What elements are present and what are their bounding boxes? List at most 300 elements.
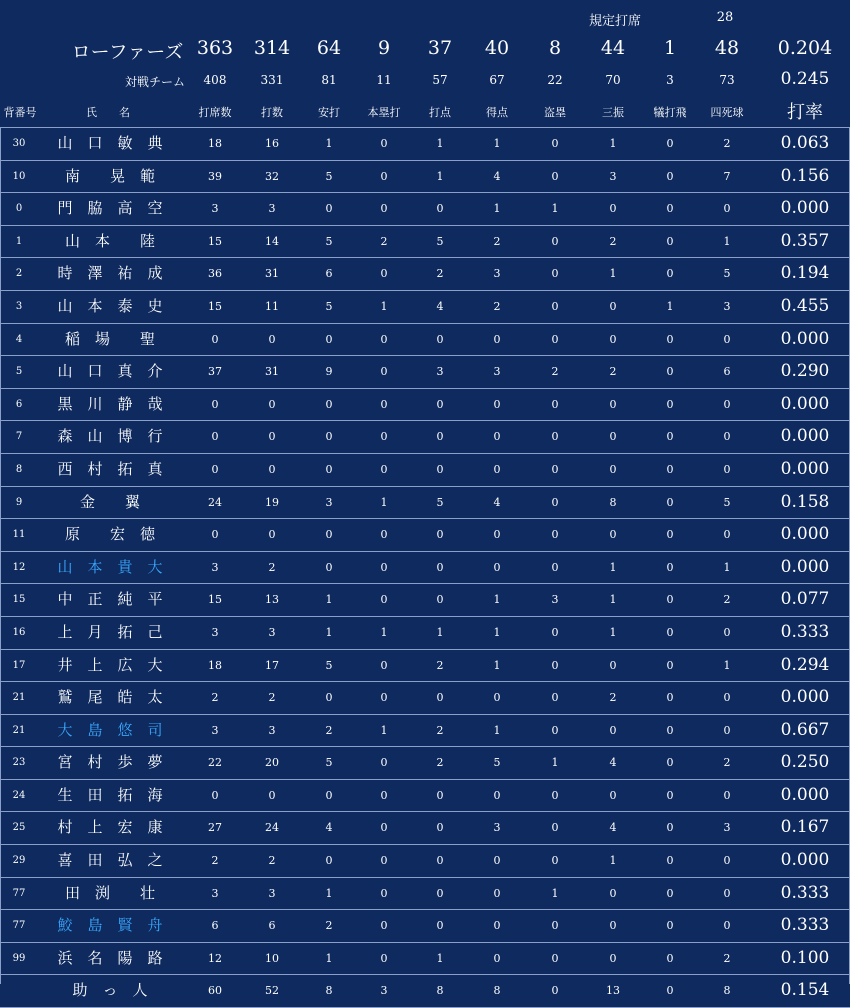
player-stat: 0 [551, 788, 559, 802]
player-stat: 0 [268, 430, 276, 444]
player-stat: 24 [208, 495, 222, 509]
team-stat: 40 [484, 37, 510, 59]
player-avg: 0.294 [780, 654, 830, 675]
player-stat: 0 [268, 397, 276, 411]
table-row [0, 583, 850, 616]
player-stat: 0 [723, 397, 731, 411]
table-row [0, 909, 850, 942]
player-avg: 0.156 [780, 165, 830, 186]
table-row [0, 681, 850, 714]
opponent-stat: 67 [489, 73, 505, 87]
player-stat: 0 [211, 397, 219, 411]
player-stat: 20 [265, 756, 279, 770]
player-stat: 5 [325, 658, 333, 672]
player-name: 金 翼 [79, 492, 140, 511]
player-stat: 14 [265, 234, 279, 248]
player-stat: 0 [380, 951, 388, 965]
player-stat: 0 [325, 528, 333, 542]
player-stat: 3 [723, 821, 731, 835]
player-stat: 3 [211, 560, 219, 574]
player-stat: 13 [265, 593, 279, 607]
column-header: 三振 [602, 106, 624, 119]
player-avg: 0.000 [780, 556, 830, 577]
player-stat: 2 [723, 137, 731, 150]
player-stat: 7 [723, 169, 731, 183]
player-name: 南 晃 範 [64, 166, 155, 185]
player-name: 大 島 悠 司 [57, 720, 163, 739]
player-stat: 2 [325, 723, 333, 737]
player-stat: 0 [551, 984, 559, 998]
player-stat: 0 [493, 788, 501, 802]
player-number: 5 [15, 366, 23, 378]
player-stat: 0 [551, 267, 559, 281]
player-stat: 60 [208, 984, 222, 998]
player-stat: 13 [606, 984, 620, 998]
player-stat: 0 [609, 723, 617, 737]
player-stat: 1 [380, 299, 388, 313]
player-number: 77 [12, 920, 26, 932]
player-stat: 4 [325, 821, 333, 835]
player-stat: 0 [380, 854, 388, 868]
column-header: 氏 名 [86, 106, 130, 119]
player-stat: 0 [666, 430, 674, 444]
player-stat: 15 [208, 593, 222, 607]
player-stat: 0 [609, 430, 617, 444]
player-stat: 0 [436, 202, 444, 216]
qualifier-label: 規定打席 [588, 14, 641, 29]
player-stat: 0 [723, 919, 731, 933]
player-stat: 0 [551, 137, 559, 150]
player-stat: 0 [551, 332, 559, 346]
player-stat: 0 [609, 788, 617, 802]
player-stat: 0 [666, 658, 674, 672]
player-stat: 15 [208, 299, 222, 313]
player-stat: 0 [325, 397, 333, 411]
player-stat: 0 [380, 919, 388, 933]
player-stat: 0 [436, 821, 444, 835]
player-stat: 1 [551, 886, 559, 900]
team-stat: 44 [600, 37, 626, 59]
player-stat: 32 [265, 169, 279, 183]
player-name: 稲 場 聖 [64, 329, 155, 348]
player-stat: 0 [666, 495, 674, 509]
player-stat: 0 [666, 528, 674, 542]
table-row [0, 779, 850, 812]
player-stat: 0 [666, 365, 674, 379]
player-name: 山 口 敏 典 [57, 134, 163, 152]
player-name: 中 正 純 平 [57, 590, 163, 609]
player-stat: 0 [436, 332, 444, 346]
player-stat: 0 [666, 821, 674, 835]
player-avg: 0.357 [780, 230, 830, 251]
player-stat: 0 [380, 593, 388, 607]
player-stat: 0 [493, 951, 501, 965]
player-avg: 0.290 [780, 361, 830, 382]
player-stat: 5 [723, 495, 731, 509]
player-stat: 0 [380, 560, 388, 574]
player-stat: 0 [666, 593, 674, 607]
player-stat: 0 [666, 919, 674, 933]
player-stat: 1 [609, 593, 617, 607]
player-stat: 2 [436, 756, 444, 770]
player-stat: 3 [268, 886, 276, 900]
player-number: 23 [12, 757, 26, 769]
player-stat: 0 [551, 495, 559, 509]
player-number: 21 [12, 692, 26, 704]
player-stat: 1 [436, 951, 444, 965]
player-stat: 0 [551, 658, 559, 672]
opponent-stat: 70 [605, 73, 621, 87]
player-stat: 0 [609, 397, 617, 411]
player-stat: 2 [211, 691, 219, 705]
player-stat: 0 [325, 560, 333, 574]
opponent-stat: 73 [719, 73, 735, 87]
player-stat: 1 [723, 234, 731, 248]
player-stat: 17 [265, 658, 279, 672]
player-stat: 1 [436, 169, 444, 183]
table-row [0, 714, 850, 747]
player-stat: 0 [551, 430, 559, 444]
player-number: 30 [12, 138, 26, 149]
opponent-stat: 81 [321, 73, 337, 87]
player-stat: 1 [436, 625, 444, 639]
player-stat: 0 [380, 658, 388, 672]
player-name: 山 本 貴 大 [57, 557, 163, 576]
table-row [0, 486, 850, 519]
player-stat: 0 [436, 593, 444, 607]
player-stat: 8 [609, 495, 617, 509]
player-stat: 3 [723, 299, 731, 313]
player-stat: 18 [208, 137, 222, 150]
player-stat: 2 [380, 234, 388, 248]
player-stat: 0 [436, 854, 444, 868]
player-number: 21 [12, 724, 26, 736]
player-stat: 0 [609, 886, 617, 900]
table-row [0, 518, 850, 551]
player-name: 浜 名 陽 路 [57, 948, 163, 967]
table-row [0, 355, 850, 388]
player-stat: 0 [380, 756, 388, 770]
player-stat: 0 [551, 723, 559, 737]
player-stat: 0 [666, 397, 674, 411]
player-name: 喜 田 弘 之 [57, 851, 163, 870]
player-stat: 1 [723, 560, 731, 574]
table-row [0, 323, 850, 356]
player-stat: 0 [436, 430, 444, 444]
player-stat: 6 [268, 919, 276, 933]
player-number: 25 [12, 822, 26, 834]
player-stat: 5 [325, 169, 333, 183]
player-stat: 0 [325, 854, 333, 868]
player-stat: 1 [609, 560, 617, 574]
player-stat: 0 [551, 560, 559, 574]
player-number: 3 [15, 300, 23, 312]
player-stat: 0 [723, 788, 731, 802]
player-stat: 2 [268, 560, 276, 574]
player-stat: 0 [666, 202, 674, 216]
player-stat: 0 [609, 202, 617, 216]
player-number: 16 [12, 626, 26, 638]
player-stat: 0 [380, 202, 388, 216]
player-stat: 2 [723, 951, 731, 965]
player-name: 時 澤 祐 成 [57, 264, 163, 283]
player-name: 山 口 真 介 [57, 362, 163, 381]
player-number: 12 [12, 561, 26, 573]
player-stat: 0 [666, 137, 674, 150]
player-stat: 5 [325, 234, 333, 248]
player-stat: 8 [493, 984, 501, 998]
player-stat: 1 [436, 137, 444, 150]
player-stat: 0 [436, 462, 444, 476]
player-stat: 0 [551, 397, 559, 411]
column-header: 盗塁 [544, 106, 566, 119]
player-stat: 1 [493, 202, 501, 216]
player-stat: 3 [493, 821, 501, 835]
player-stat: 0 [493, 560, 501, 574]
player-avg: 0.000 [780, 426, 830, 447]
player-stat: 0 [380, 462, 388, 476]
player-stat: 31 [265, 267, 279, 281]
player-stat: 0 [325, 332, 333, 346]
player-stat: 0 [551, 821, 559, 835]
player-stat: 2 [493, 299, 501, 313]
player-stat: 0 [609, 462, 617, 476]
table-row [0, 942, 850, 975]
player-stat: 24 [265, 821, 279, 835]
player-name: 西 村 拓 真 [57, 459, 163, 478]
player-number: 99 [12, 952, 26, 964]
player-avg: 0.000 [780, 524, 830, 545]
player-stat: 0 [666, 951, 674, 965]
player-stat: 0 [666, 854, 674, 868]
player-stat: 0 [211, 430, 219, 444]
player-stat: 0 [436, 788, 444, 802]
player-name: 門 脇 高 空 [57, 199, 163, 218]
player-stat: 1 [380, 723, 388, 737]
player-stat: 18 [208, 658, 222, 672]
qualifier-value: 28 [716, 10, 734, 25]
player-stat: 0 [325, 430, 333, 444]
player-stat: 0 [666, 984, 674, 998]
player-name: 黒 川 静 哉 [57, 394, 163, 413]
player-avg: 0.000 [780, 458, 830, 479]
player-avg: 0.167 [780, 817, 830, 838]
player-stat: 3 [609, 169, 617, 183]
player-stat: 1 [609, 625, 617, 639]
column-header: 打点 [429, 106, 451, 119]
column-header: 本塁打 [367, 106, 401, 119]
player-stat: 0 [325, 788, 333, 802]
player-name: 助 っ 人 [72, 981, 148, 1000]
player-stat: 0 [380, 267, 388, 281]
player-name: 宮 村 歩 夢 [57, 753, 163, 772]
player-avg: 0.333 [780, 882, 830, 903]
player-avg: 0.000 [780, 328, 830, 349]
player-stat: 11 [265, 299, 279, 313]
player-stat: 0 [436, 886, 444, 900]
player-stat: 0 [609, 528, 617, 542]
player-stat: 0 [723, 691, 731, 705]
player-stat: 0 [723, 886, 731, 900]
column-header: 得点 [486, 106, 508, 119]
player-stat: 0 [436, 528, 444, 542]
player-stat: 2 [609, 234, 617, 248]
player-avg: 0.000 [780, 393, 830, 414]
player-stat: 2 [436, 658, 444, 672]
player-stat: 0 [551, 462, 559, 476]
player-number: 24 [12, 789, 26, 801]
player-stat: 0 [493, 332, 501, 346]
player-stat: 1 [493, 658, 501, 672]
team-stat: 64 [316, 37, 342, 59]
team-name: ローファーズ [71, 41, 184, 63]
player-stat: 0 [551, 234, 559, 248]
column-header: 打率 [787, 102, 823, 123]
player-number: 4 [15, 333, 23, 345]
opponent-avg: 0.245 [780, 69, 830, 89]
player-stat: 2 [609, 365, 617, 379]
player-stat: 52 [265, 984, 279, 998]
player-stat: 5 [325, 299, 333, 313]
player-stat: 4 [493, 495, 501, 509]
player-stat: 0 [380, 430, 388, 444]
player-number: 1 [15, 235, 23, 247]
player-stat: 5 [493, 756, 501, 770]
player-stat: 1 [551, 756, 559, 770]
player-stat: 0 [380, 691, 388, 705]
player-stat: 0 [493, 462, 501, 476]
player-stat: 12 [208, 951, 222, 965]
player-stat: 2 [493, 234, 501, 248]
player-stat: 0 [211, 332, 219, 346]
player-stat: 0 [493, 528, 501, 542]
player-stat: 8 [325, 984, 333, 998]
player-name: 上 月 拓 己 [57, 622, 163, 641]
column-header: 打数 [261, 106, 283, 119]
player-stat: 3 [380, 984, 388, 998]
team-stat: 37 [427, 37, 453, 59]
player-stat: 3 [268, 625, 276, 639]
player-stat: 4 [609, 756, 617, 770]
player-stat: 37 [208, 365, 222, 379]
table-row [0, 192, 850, 225]
player-stat: 3 [493, 365, 501, 379]
player-stat: 16 [265, 137, 279, 150]
player-stat: 1 [325, 625, 333, 639]
player-avg: 0.333 [780, 915, 830, 936]
player-stat: 8 [723, 984, 731, 998]
player-stat: 0 [723, 854, 731, 868]
player-stat: 0 [436, 919, 444, 933]
player-number: 29 [12, 855, 26, 867]
player-stat: 0 [268, 462, 276, 476]
player-name: 井 上 広 大 [57, 655, 163, 674]
player-stat: 0 [493, 397, 501, 411]
table-row [0, 160, 850, 193]
player-stat: 3 [268, 202, 276, 216]
player-stat: 0 [493, 430, 501, 444]
player-stat: 31 [265, 365, 279, 379]
player-number: 6 [15, 398, 23, 410]
player-stat: 0 [723, 332, 731, 346]
player-stat: 0 [666, 560, 674, 574]
player-stat: 0 [551, 169, 559, 183]
player-stat: 15 [208, 234, 222, 248]
player-stat: 0 [380, 365, 388, 379]
player-stat: 1 [609, 137, 617, 150]
player-number: 9 [15, 496, 23, 508]
player-stat: 0 [551, 919, 559, 933]
player-stat: 0 [325, 462, 333, 476]
team-stat: 1 [663, 37, 677, 59]
player-stat: 4 [493, 169, 501, 183]
player-avg: 0.000 [780, 198, 830, 219]
player-stat: 39 [208, 169, 222, 183]
team-stat: 9 [377, 37, 391, 59]
player-stat: 2 [609, 691, 617, 705]
player-stat: 0 [380, 821, 388, 835]
player-stat: 0 [325, 202, 333, 216]
player-stat: 0 [609, 658, 617, 672]
opponent-stat: 22 [547, 73, 563, 87]
opponent-stat: 3 [666, 73, 674, 87]
player-avg: 0.333 [780, 621, 830, 642]
player-stat: 8 [436, 984, 444, 998]
team-stat: 314 [253, 37, 291, 59]
table-row [0, 420, 850, 453]
table-row [0, 811, 850, 844]
column-header: 背番号 [3, 106, 37, 119]
player-stat: 0 [609, 332, 617, 346]
player-stat: 1 [325, 137, 333, 150]
player-avg: 0.100 [780, 947, 830, 968]
player-avg: 0.000 [780, 687, 830, 708]
column-header: 打席数 [198, 106, 232, 119]
player-number: 7 [15, 431, 23, 443]
player-name: 山 本 泰 史 [57, 296, 163, 315]
player-number: 11 [12, 529, 26, 541]
player-stat: 0 [493, 919, 501, 933]
player-stat: 1 [723, 658, 731, 672]
player-stat: 1 [493, 625, 501, 639]
player-stat: 0 [380, 528, 388, 542]
player-stat: 3 [211, 202, 219, 216]
player-stat: 27 [208, 821, 222, 835]
player-name: 田 渕 壮 [64, 883, 155, 902]
player-stat: 0 [609, 919, 617, 933]
player-stat: 6 [723, 365, 731, 379]
player-stat: 2 [723, 756, 731, 770]
player-stat: 1 [380, 495, 388, 509]
player-stat: 0 [666, 462, 674, 476]
player-avg: 0.000 [780, 850, 830, 871]
opponent-stat: 331 [260, 73, 284, 87]
player-stat: 0 [380, 397, 388, 411]
player-stat: 0 [436, 397, 444, 411]
player-name: 山 本 陸 [64, 231, 155, 250]
player-stat: 2 [268, 854, 276, 868]
player-stat: 0 [380, 137, 388, 150]
player-number: 17 [12, 659, 26, 671]
player-stat: 19 [265, 495, 279, 509]
player-stat: 0 [723, 202, 731, 216]
player-stat: 0 [666, 234, 674, 248]
player-stat: 2 [551, 365, 559, 379]
team-stat: 363 [196, 37, 234, 59]
player-stat: 0 [666, 756, 674, 770]
player-stat: 0 [268, 332, 276, 346]
player-stat: 1 [380, 625, 388, 639]
